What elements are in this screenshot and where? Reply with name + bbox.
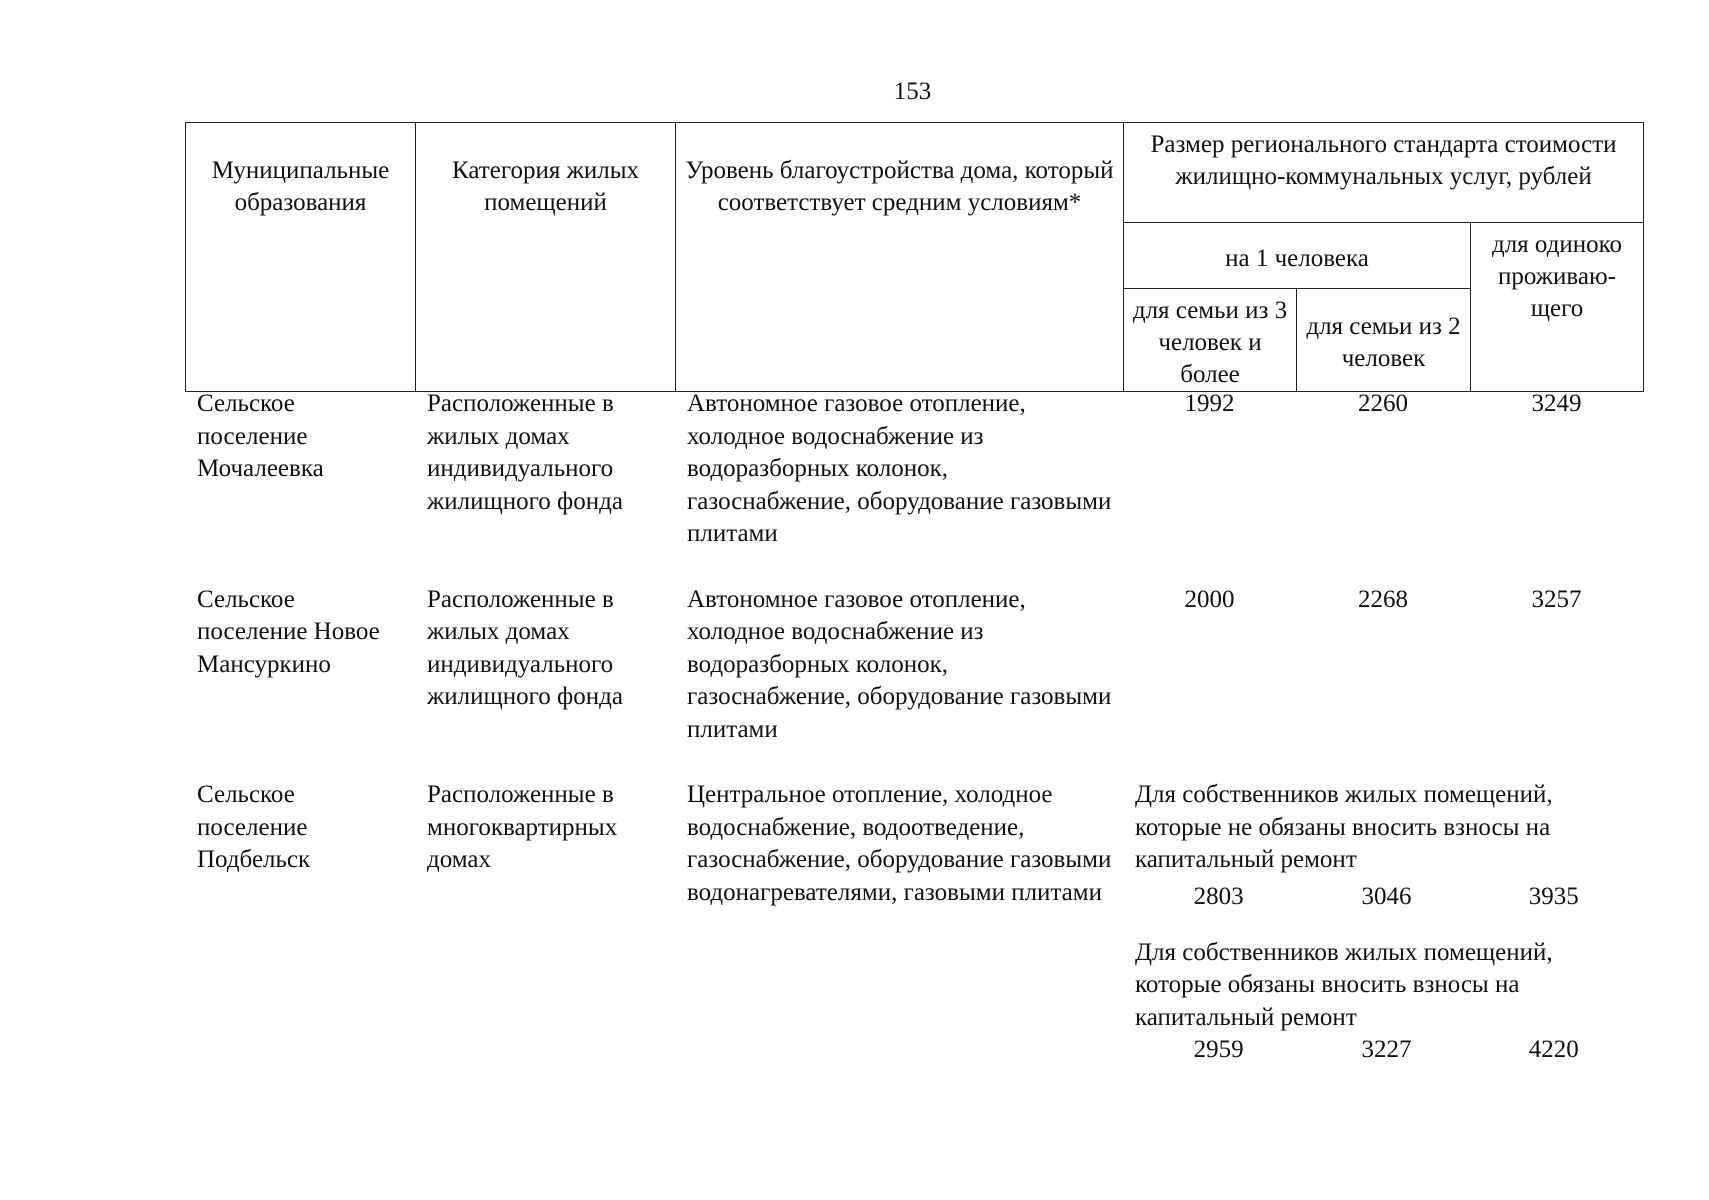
header-family-2: для семьи из 2 человек xyxy=(1297,289,1471,392)
owner-group-values xyxy=(1135,881,1637,913)
row-category: Расположенные в жилых домах индивидуального жилищного фонда xyxy=(427,585,623,710)
row-level: Автономное газовое отопление, холодное водоснабжение из водоразборных колонок, газоснабжение, оборудование газовыми плитами xyxy=(687,585,1112,743)
page-number: 153 xyxy=(893,78,932,105)
row-single-value: 3257 xyxy=(1531,585,1582,613)
owner-group-values xyxy=(1135,1034,1637,1066)
family-2-value: 3227 xyxy=(1361,1036,1412,1063)
family-2-value: 3046 xyxy=(1361,882,1412,910)
row-family-2-value: 2260 xyxy=(1358,390,1408,417)
table-header xyxy=(185,122,1644,392)
owner-group-note: Для собственников жилых помещений, которые не обязаны вносить взносы на капитальный ремонт xyxy=(1135,781,1553,873)
single-value: 4220 xyxy=(1528,1036,1579,1063)
header-municipality: Муниципальные образования xyxy=(186,123,416,392)
header-level: Уровень благоустройства дома, который соответствует средним условиям* xyxy=(676,123,1124,392)
row-municipality: Сельское поселение Новое Мансуркино xyxy=(197,585,380,678)
family-3-value: 2803 xyxy=(1193,882,1244,910)
row-family-3-value: 1992 xyxy=(1184,390,1235,417)
owner-group xyxy=(1135,779,1637,913)
header-per-person: на 1 человека xyxy=(1124,223,1471,289)
table-row xyxy=(185,584,1643,747)
row-family-2-value: 2268 xyxy=(1358,585,1408,613)
family-3-value: 2959 xyxy=(1193,1036,1244,1063)
table-body xyxy=(185,388,1643,1066)
row-category: Расположенные в многоквартирных домах xyxy=(427,781,618,873)
owner-groups xyxy=(1123,779,1643,1066)
header-single: для одиноко проживаю-щего xyxy=(1471,223,1644,392)
header-standard-size: Размер регионального стандарта стоимости жилищно-коммунальных услуг, рублей xyxy=(1124,123,1644,223)
owner-group xyxy=(1135,937,1637,1067)
table-row xyxy=(185,388,1643,551)
row-municipality: Сельское поселение Подбельск xyxy=(197,781,311,873)
row-municipality: Сельское поселение Мочалеевка xyxy=(197,390,324,482)
header-category: Категория жилых помещений xyxy=(416,123,676,392)
single-value: 3935 xyxy=(1528,882,1579,910)
table-row xyxy=(185,779,1643,1066)
row-category: Расположенные в жилых домах индивидуального жилищного фонда xyxy=(427,390,623,515)
row-level: Центральное отопление, холодное водоснабжение, водоотведение, газоснабжение, оборудование газовыми водонагревателями, газовыми плитами xyxy=(687,781,1112,906)
row-level: Автономное газовое отопление, холодное водоснабжение из водоразборных колонок, газоснабжение, оборудование газовыми плитами xyxy=(687,390,1112,547)
owner-group-note: Для собственников жилых помещений, которые обязаны вносить взносы на капитальный ремонт xyxy=(1135,938,1553,1031)
header-family-3: для семьи из 3 человек и более xyxy=(1124,289,1297,392)
row-family-3-value: 2000 xyxy=(1184,585,1235,613)
row-single-value: 3249 xyxy=(1531,390,1582,417)
